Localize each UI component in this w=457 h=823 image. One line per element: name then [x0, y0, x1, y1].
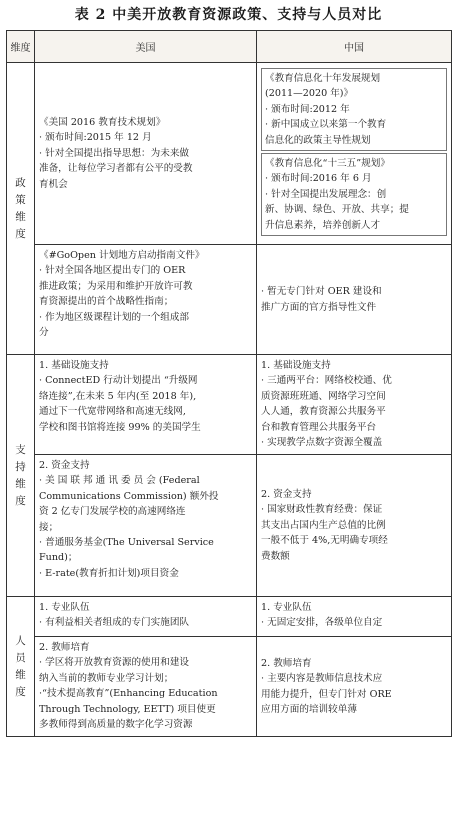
personnel-us-cell-2: 2. 教师培育 · 学区将开放教育资源的使用和建设 纳入当前的教师专业学习计划； ·“技术提高教育”(Enhancing Education Through Technology, EETT) 项目使更 多教师得到高质量的数字化学习资源: [35, 637, 257, 737]
policy-us-cell-2: 《#GoOpen 计划地方启动指南文件》 · 针对全国各地区提出专门的 OER 推进政策；为采用和维护开放许可教 育资源提出的首个战略性指南； · 作为地区级课程计划的一个组成部 分: [35, 245, 257, 355]
support-us-cell-2: 2. 资金支持 · 美 国 联 邦 通 讯 委 员 会 (Federal Communications Commission) 额外投 资 2 亿专门发展学校的高速网络连 接； · 普通服务基金(The Universal Service Fund)； · E-rate(教育折扣计划)项目资金: [35, 455, 257, 597]
policy-cn-cell-2: · 暂无专门针对 OER 建设和 推广方面的官方指导性文件: [257, 245, 452, 355]
support-dimension-label: 支 持 维 度: [7, 355, 35, 597]
policy-dimension-label: 政 策 维 度: [7, 63, 35, 355]
support-row-2: [7, 455, 452, 597]
personnel-row-1: [7, 597, 452, 637]
header-us: 美国: [35, 31, 257, 63]
policy-row-2: [7, 245, 452, 355]
support-row-1: [7, 355, 452, 455]
policy-cn-box-2: 《教育信息化“十三五”规划》 · 颁布时间:2016 年 6 月 · 针对全国提出发展理念：创 新、协调、绿色、开放、共享；提 升信息素养，培养创新人才: [261, 153, 447, 236]
personnel-dimension-label: 人 员 维 度: [7, 597, 35, 737]
personnel-row-2: [7, 637, 452, 737]
personnel-cn-cell-1: 1. 专业队伍 · 无固定安排，各级单位自定: [257, 597, 452, 637]
personnel-cn-cell-2: 2. 教师培育 · 主要内容是教师信息技术应 用能力提升，但专门针对 ORE 应用方面的培训较单薄: [257, 637, 452, 737]
policy-us-cell-1: 《美国 2016 教育技术规划》 · 颁布时间:2015 年 12 月 · 针对全国提出指导思想：为未来做 准备，让每位学习者都有公平的受教 育机会: [35, 63, 257, 245]
header-cn: 中国: [257, 31, 452, 63]
personnel-us-cell-1: 1. 专业队伍 · 有利益相关者组成的专门实施团队: [35, 597, 257, 637]
header-row: [7, 31, 452, 63]
support-cn-cell-2: 2. 资金支持 · 国家财政性教育经费：保证 其支出占国内生产总值的比例 一般不低于 4%,无明确专项经 费数额: [257, 455, 452, 597]
support-cn-cell-1: 1. 基础设施支持 · 三通两平台：网络校校通、优 质资源班班通、网络学习空间 人人通，教育资源公共服务平 台和教育管理公共服务平台 · 实现教学点数字资源全覆盖: [257, 355, 452, 455]
comparison-table: [6, 30, 452, 737]
table-title: 表 2 中美开放教育资源政策、支持与人员对比: [74, 7, 383, 23]
policy-cn-box-1: 《教育信息化十年发展规划 (2011—2020 年)》 · 颁布时间:2012 年 · 新中国成立以来第一个教育 信息化的政策主导性规划: [261, 68, 447, 151]
support-us-cell-1: 1. 基础设施支持 · ConnectED 行动计划提出 “升级网 络连接”,在未来 5 年内(至 2018 年), 通过下一代宽带网络和高速无线网, 学校和图书馆将连接 99% 的美国学生: [35, 355, 257, 455]
policy-cn-cell-1: [257, 63, 452, 245]
header-dimension: 维度: [7, 31, 35, 63]
policy-row-1: [7, 63, 452, 245]
